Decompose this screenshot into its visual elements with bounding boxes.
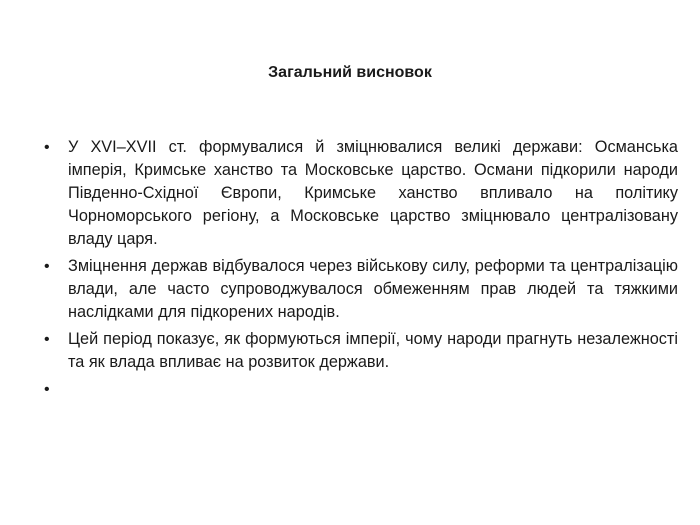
bullet-item [44,328,678,374]
bullet-text: Цей період показує, як формуються імперії, чому народи прагнуть незалежності та як влада впливає на розвиток держави. [68,330,678,371]
bullet-dot-icon: • [44,381,50,398]
bullet-item [44,255,678,324]
bullet-text: У XVI–XVII ст. формувалися й зміцнювалися великі держави: Османська імперія, Кримське ханство та Московське царство. Османи підкорили народи Південно-Східної Європи, Кримське ханство впливало на політику Чорноморського регіону, а Московське царство зміцнювало централізовану владу царя. [68,138,678,248]
bullet-dot-icon: • [44,331,50,348]
slide-title: Загальний висновок [268,64,432,81]
bullet-item [44,136,678,251]
bullet-item-empty [44,378,678,401]
bullet-list [44,136,678,405]
bullet-text: Зміцнення держав відбувалося через військову силу, реформи та централізацію влади, але часто супроводжувалося обмеженням прав людей та тяжкими наслідками для підкорених народів. [68,257,678,321]
bullet-dot-icon: • [44,258,50,275]
bullet-dot-icon: • [44,139,50,156]
